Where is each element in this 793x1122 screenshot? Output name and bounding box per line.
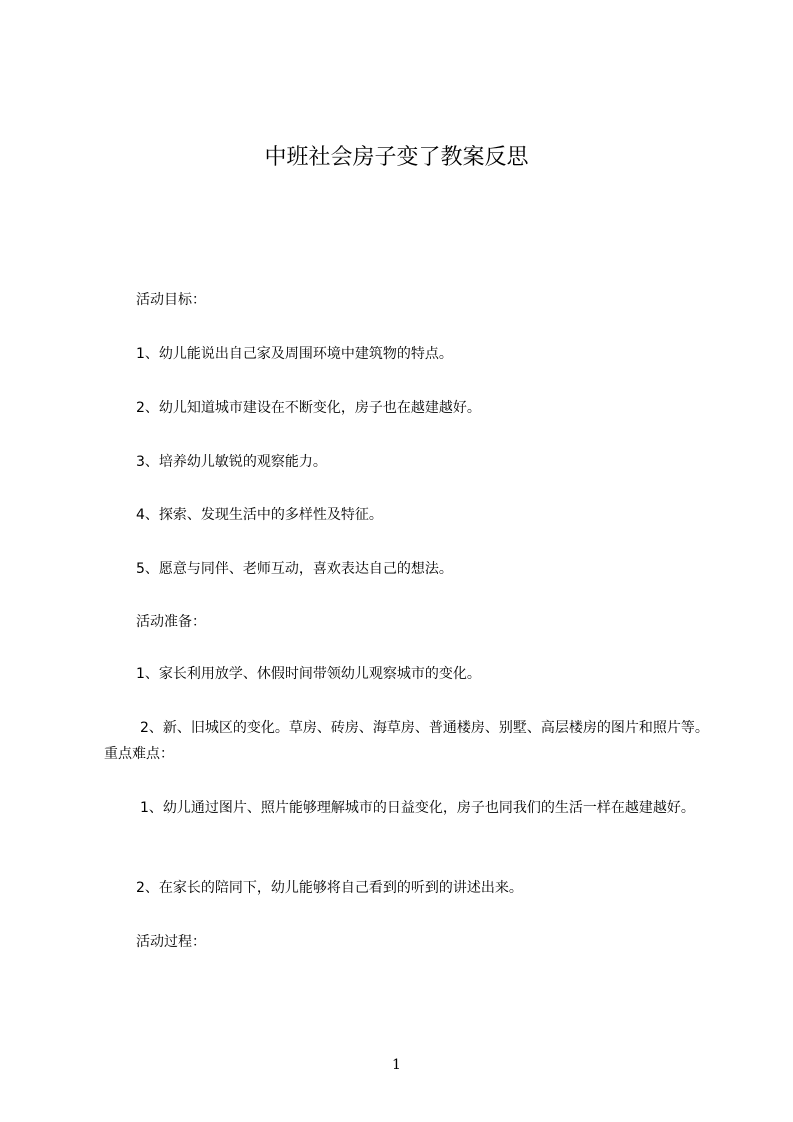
section-heading-goals: 活动目标：: [136, 292, 206, 308]
paragraph: 2、新、旧城区的变化。草房、砖房、海草房、普通楼房、别墅、高层楼房的图片和照片等。重点难点：: [104, 720, 709, 762]
paragraph: 3、培养幼儿敏锐的观察能力。: [136, 454, 327, 470]
paragraph: 2、幼儿知道城市建设在不断变化，房子也在越建越好。: [136, 400, 481, 416]
section-heading-preparation: 活动准备：: [136, 614, 206, 630]
paragraph: 1、幼儿能说出自己家及周围环境中建筑物的特点。: [136, 346, 453, 362]
paragraph: 1、家长利用放学、休假时间带领幼儿观察城市的变化。: [136, 666, 481, 682]
paragraph: 1、幼儿通过图片、照片能够理解城市的日益变化，房子也同我们的生活一样在越建越好。: [140, 800, 695, 816]
document-title: 中班社会房子变了教案反思: [264, 145, 529, 170]
paragraph: 2、在家长的陪同下，幼儿能够将自己看到的听到的讲述出来。: [136, 880, 523, 896]
section-heading-process: 活动过程：: [136, 934, 206, 950]
paragraph: 5、愿意与同伴、老师互动，喜欢表达自己的想法。: [136, 561, 453, 577]
page-number: 1: [392, 1057, 401, 1073]
paragraph: 4、探索、发现生活中的多样性及特征。: [136, 507, 383, 523]
